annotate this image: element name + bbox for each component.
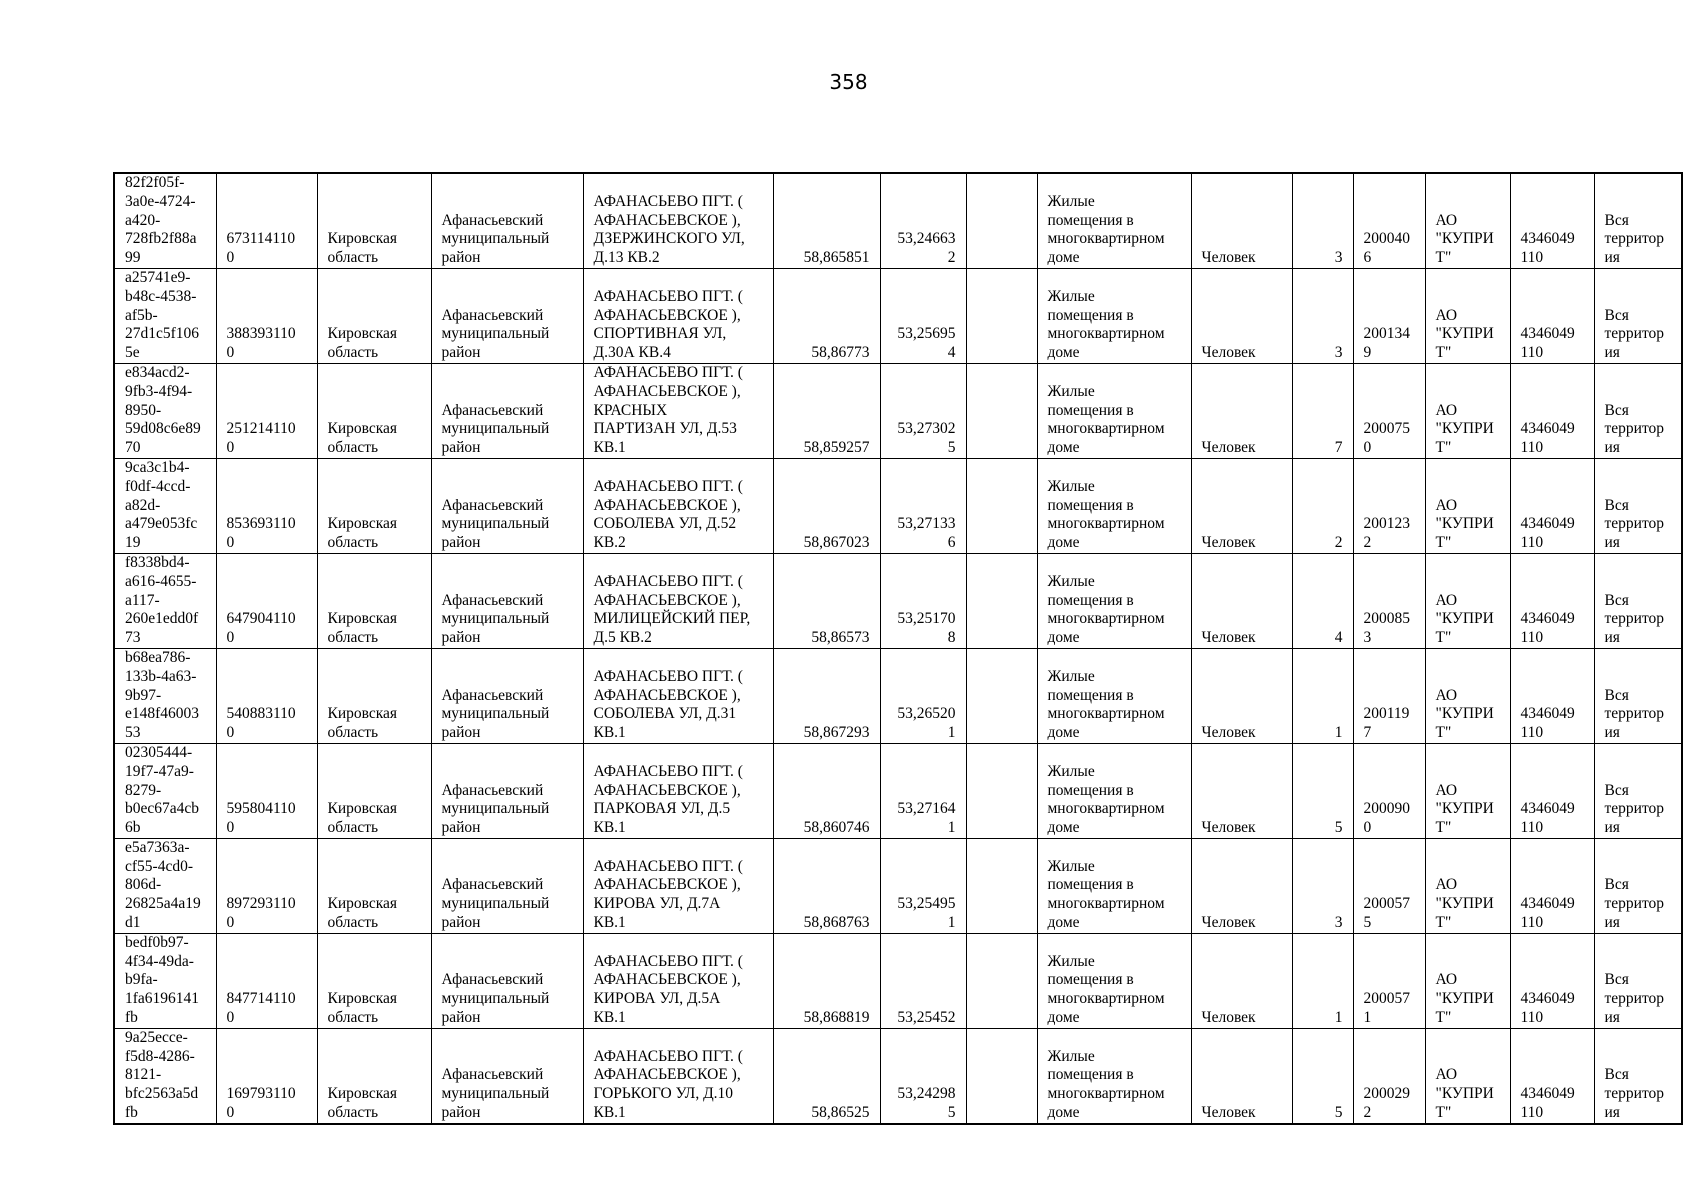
cell-premises-type: Жилые помещения в многоквартирном доме xyxy=(1037,173,1191,268)
cell-longitude: 53,24663 2 xyxy=(880,173,966,268)
cell-territory: Вся территор ия xyxy=(1594,363,1682,458)
cell-address: АФАНАСЬЕВО ПГТ. ( АФАНАСЬЕВСКОЕ ), КИРОВА УЛ, Д.7А КВ.1 xyxy=(583,838,773,933)
cell-empty xyxy=(966,173,1037,268)
cell-latitude: 58,868819 xyxy=(773,933,880,1028)
cell-region: Кировская область xyxy=(317,173,431,268)
cell-region: Кировская область xyxy=(317,1028,431,1123)
cell-id: bedf0b97- 4f34-49da- b9fa- 1fa6196141 fb xyxy=(114,933,216,1028)
cell-empty xyxy=(966,1028,1037,1123)
cell-inn: 4346049 110 xyxy=(1510,553,1594,648)
cell-latitude: 58,860746 xyxy=(773,743,880,838)
cell-premises-type: Жилые помещения в многоквартирном доме xyxy=(1037,743,1191,838)
cell-organization: АО "КУПРИ Т" xyxy=(1425,1028,1510,1123)
cell-premises-type: Жилые помещения в многоквартирном доме xyxy=(1037,553,1191,648)
cell-id: 9a25ecce- f5d8-4286- 8121- bfc2563a5d fb xyxy=(114,1028,216,1123)
cell-district: Афанасьевский муниципальный район xyxy=(431,933,583,1028)
cell-premises-type: Жилые помещения в многоквартирном доме xyxy=(1037,458,1191,553)
cell-latitude: 58,868763 xyxy=(773,838,880,933)
cell-unit: Человек xyxy=(1191,743,1292,838)
cell-organization: АО "КУПРИ Т" xyxy=(1425,173,1510,268)
cell-inn: 4346049 110 xyxy=(1510,933,1594,1028)
cell-premises-type: Жилые помещения в многоквартирном доме xyxy=(1037,363,1191,458)
cell-longitude: 53,27302 5 xyxy=(880,363,966,458)
cell-account: 200123 2 xyxy=(1353,458,1425,553)
cell-code: 847714110 0 xyxy=(216,933,317,1028)
table-row xyxy=(114,458,1682,553)
cell-empty xyxy=(966,933,1037,1028)
cell-territory: Вся территор ия xyxy=(1594,173,1682,268)
cell-address: АФАНАСЬЕВО ПГТ. ( АФАНАСЬЕВСКОЕ ), КИРОВА УЛ, Д.5А КВ.1 xyxy=(583,933,773,1028)
cell-unit: Человек xyxy=(1191,648,1292,743)
cell-latitude: 58,867293 xyxy=(773,648,880,743)
cell-code: 673114110 0 xyxy=(216,173,317,268)
table-row xyxy=(114,838,1682,933)
cell-region: Кировская область xyxy=(317,648,431,743)
cell-address: АФАНАСЬЕВО ПГТ. ( АФАНАСЬЕВСКОЕ ), СОБОЛЕВА УЛ, Д.52 КВ.2 xyxy=(583,458,773,553)
cell-account: 200075 0 xyxy=(1353,363,1425,458)
cell-premises-type: Жилые помещения в многоквартирном доме xyxy=(1037,838,1191,933)
cell-address: АФАНАСЬЕВО ПГТ. ( АФАНАСЬЕВСКОЕ ), МИЛИЦЕЙСКИЙ ПЕР, Д.5 КВ.2 xyxy=(583,553,773,648)
cell-count: 1 xyxy=(1292,648,1353,743)
cell-district: Афанасьевский муниципальный район xyxy=(431,1028,583,1123)
cell-longitude: 53,24298 5 xyxy=(880,1028,966,1123)
cell-unit: Человек xyxy=(1191,458,1292,553)
table-row xyxy=(114,648,1682,743)
cell-address: АФАНАСЬЕВО ПГТ. ( АФАНАСЬЕВСКОЕ ), ПАРКОВАЯ УЛ, Д.5 КВ.1 xyxy=(583,743,773,838)
cell-count: 3 xyxy=(1292,838,1353,933)
cell-district: Афанасьевский муниципальный район xyxy=(431,458,583,553)
cell-organization: АО "КУПРИ Т" xyxy=(1425,458,1510,553)
cell-territory: Вся территор ия xyxy=(1594,933,1682,1028)
cell-inn: 4346049 110 xyxy=(1510,363,1594,458)
cell-region: Кировская область xyxy=(317,268,431,363)
cell-account: 200057 5 xyxy=(1353,838,1425,933)
cell-territory: Вся территор ия xyxy=(1594,458,1682,553)
cell-territory: Вся территор ия xyxy=(1594,838,1682,933)
cell-id: a25741e9- b48c-4538- af5b- 27d1c5f106 5e xyxy=(114,268,216,363)
cell-territory: Вся территор ия xyxy=(1594,743,1682,838)
cell-code: 251214110 0 xyxy=(216,363,317,458)
cell-empty xyxy=(966,648,1037,743)
cell-organization: АО "КУПРИ Т" xyxy=(1425,743,1510,838)
cell-unit: Человек xyxy=(1191,553,1292,648)
cell-count: 3 xyxy=(1292,173,1353,268)
cell-account: 200029 2 xyxy=(1353,1028,1425,1123)
cell-empty xyxy=(966,838,1037,933)
cell-address: АФАНАСЬЕВО ПГТ. ( АФАНАСЬЕВСКОЕ ), ГОРЬКОГО УЛ, Д.10 КВ.1 xyxy=(583,1028,773,1123)
cell-inn: 4346049 110 xyxy=(1510,268,1594,363)
table-row xyxy=(114,268,1682,363)
cell-count: 5 xyxy=(1292,743,1353,838)
table-row xyxy=(114,1028,1682,1123)
cell-district: Афанасьевский муниципальный район xyxy=(431,648,583,743)
cell-premises-type: Жилые помещения в многоквартирном доме xyxy=(1037,648,1191,743)
cell-id: 82f2f05f- 3a0e-4724- a420- 728fb2f88a 99 xyxy=(114,173,216,268)
cell-district: Афанасьевский муниципальный район xyxy=(431,268,583,363)
cell-longitude: 53,25170 8 xyxy=(880,553,966,648)
cell-account: 200134 9 xyxy=(1353,268,1425,363)
cell-premises-type: Жилые помещения в многоквартирном доме xyxy=(1037,933,1191,1028)
cell-account: 200040 6 xyxy=(1353,173,1425,268)
cell-empty xyxy=(966,268,1037,363)
table-body xyxy=(114,173,1682,1124)
cell-code: 853693110 0 xyxy=(216,458,317,553)
cell-code: 595804110 0 xyxy=(216,743,317,838)
cell-address: АФАНАСЬЕВО ПГТ. ( АФАНАСЬЕВСКОЕ ), КРАСНЫХ ПАРТИЗАН УЛ, Д.53 КВ.1 xyxy=(583,363,773,458)
cell-organization: АО "КУПРИ Т" xyxy=(1425,648,1510,743)
cell-territory: Вся территор ия xyxy=(1594,1028,1682,1123)
table-row xyxy=(114,173,1682,268)
cell-longitude: 53,27164 1 xyxy=(880,743,966,838)
cell-latitude: 58,865851 xyxy=(773,173,880,268)
cell-longitude: 53,26520 1 xyxy=(880,648,966,743)
table-row xyxy=(114,553,1682,648)
cell-territory: Вся территор ия xyxy=(1594,553,1682,648)
table-row xyxy=(114,933,1682,1028)
table-row xyxy=(114,363,1682,458)
cell-empty xyxy=(966,743,1037,838)
registry-table xyxy=(113,172,1683,1125)
cell-id: 02305444- 19f7-47a9- 8279- b0ec67a4cb 6b xyxy=(114,743,216,838)
cell-region: Кировская область xyxy=(317,933,431,1028)
cell-district: Афанасьевский муниципальный район xyxy=(431,173,583,268)
cell-latitude: 58,86525 xyxy=(773,1028,880,1123)
cell-id: e5a7363a- cf55-4cd0- 806d- 26825a4a19 d1 xyxy=(114,838,216,933)
cell-organization: АО "КУПРИ Т" xyxy=(1425,553,1510,648)
cell-unit: Человек xyxy=(1191,1028,1292,1123)
cell-latitude: 58,859257 xyxy=(773,363,880,458)
cell-code: 897293110 0 xyxy=(216,838,317,933)
cell-inn: 4346049 110 xyxy=(1510,458,1594,553)
cell-address: АФАНАСЬЕВО ПГТ. ( АФАНАСЬЕВСКОЕ ), СПОРТИВНАЯ УЛ, Д.30А КВ.4 xyxy=(583,268,773,363)
cell-premises-type: Жилые помещения в многоквартирном доме xyxy=(1037,1028,1191,1123)
cell-inn: 4346049 110 xyxy=(1510,173,1594,268)
cell-organization: АО "КУПРИ Т" xyxy=(1425,268,1510,363)
cell-id: e834acd2- 9fb3-4f94- 8950- 59d08c6e89 70 xyxy=(114,363,216,458)
cell-district: Афанасьевский муниципальный район xyxy=(431,743,583,838)
cell-id: b68ea786- 133b-4a63- 9b97- e148f46003 53 xyxy=(114,648,216,743)
cell-inn: 4346049 110 xyxy=(1510,648,1594,743)
cell-latitude: 58,86573 xyxy=(773,553,880,648)
cell-account: 200057 1 xyxy=(1353,933,1425,1028)
cell-count: 1 xyxy=(1292,933,1353,1028)
cell-region: Кировская область xyxy=(317,838,431,933)
cell-account: 200119 7 xyxy=(1353,648,1425,743)
cell-district: Афанасьевский муниципальный район xyxy=(431,363,583,458)
cell-address: АФАНАСЬЕВО ПГТ. ( АФАНАСЬЕВСКОЕ ), СОБОЛЕВА УЛ, Д.31 КВ.1 xyxy=(583,648,773,743)
cell-longitude: 53,25695 4 xyxy=(880,268,966,363)
cell-territory: Вся территор ия xyxy=(1594,648,1682,743)
cell-region: Кировская область xyxy=(317,553,431,648)
cell-empty xyxy=(966,553,1037,648)
cell-unit: Человек xyxy=(1191,268,1292,363)
cell-longitude: 53,27133 6 xyxy=(880,458,966,553)
cell-longitude: 53,25495 1 xyxy=(880,838,966,933)
cell-region: Кировская область xyxy=(317,458,431,553)
cell-id: f8338bd4- a616-4655- a117- 260e1edd0f 73 xyxy=(114,553,216,648)
page-number: 358 xyxy=(829,70,868,94)
cell-code: 169793110 0 xyxy=(216,1028,317,1123)
cell-latitude: 58,86773 xyxy=(773,268,880,363)
cell-count: 3 xyxy=(1292,268,1353,363)
cell-unit: Человек xyxy=(1191,173,1292,268)
cell-inn: 4346049 110 xyxy=(1510,838,1594,933)
cell-district: Афанасьевский муниципальный район xyxy=(431,553,583,648)
cell-district: Афанасьевский муниципальный район xyxy=(431,838,583,933)
cell-empty xyxy=(966,458,1037,553)
cell-count: 7 xyxy=(1292,363,1353,458)
cell-count: 4 xyxy=(1292,553,1353,648)
cell-account: 200085 3 xyxy=(1353,553,1425,648)
cell-account: 200090 0 xyxy=(1353,743,1425,838)
cell-region: Кировская область xyxy=(317,363,431,458)
cell-inn: 4346049 110 xyxy=(1510,1028,1594,1123)
cell-empty xyxy=(966,363,1037,458)
cell-organization: АО "КУПРИ Т" xyxy=(1425,838,1510,933)
cell-address: АФАНАСЬЕВО ПГТ. ( АФАНАСЬЕВСКОЕ ), ДЗЕРЖИНСКОГО УЛ, Д.13 КВ.2 xyxy=(583,173,773,268)
cell-code: 388393110 0 xyxy=(216,268,317,363)
cell-premises-type: Жилые помещения в многоквартирном доме xyxy=(1037,268,1191,363)
cell-organization: АО "КУПРИ Т" xyxy=(1425,933,1510,1028)
cell-organization: АО "КУПРИ Т" xyxy=(1425,363,1510,458)
cell-unit: Человек xyxy=(1191,933,1292,1028)
cell-id: 9ca3c1b4- f0df-4ccd- a82d- a479e053fc 19 xyxy=(114,458,216,553)
cell-region: Кировская область xyxy=(317,743,431,838)
table-row xyxy=(114,743,1682,838)
cell-latitude: 58,867023 xyxy=(773,458,880,553)
cell-inn: 4346049 110 xyxy=(1510,743,1594,838)
cell-count: 2 xyxy=(1292,458,1353,553)
cell-unit: Человек xyxy=(1191,838,1292,933)
cell-longitude: 53,25452 xyxy=(880,933,966,1028)
cell-code: 540883110 0 xyxy=(216,648,317,743)
cell-count: 5 xyxy=(1292,1028,1353,1123)
cell-unit: Человек xyxy=(1191,363,1292,458)
cell-territory: Вся территор ия xyxy=(1594,268,1682,363)
cell-code: 647904110 0 xyxy=(216,553,317,648)
